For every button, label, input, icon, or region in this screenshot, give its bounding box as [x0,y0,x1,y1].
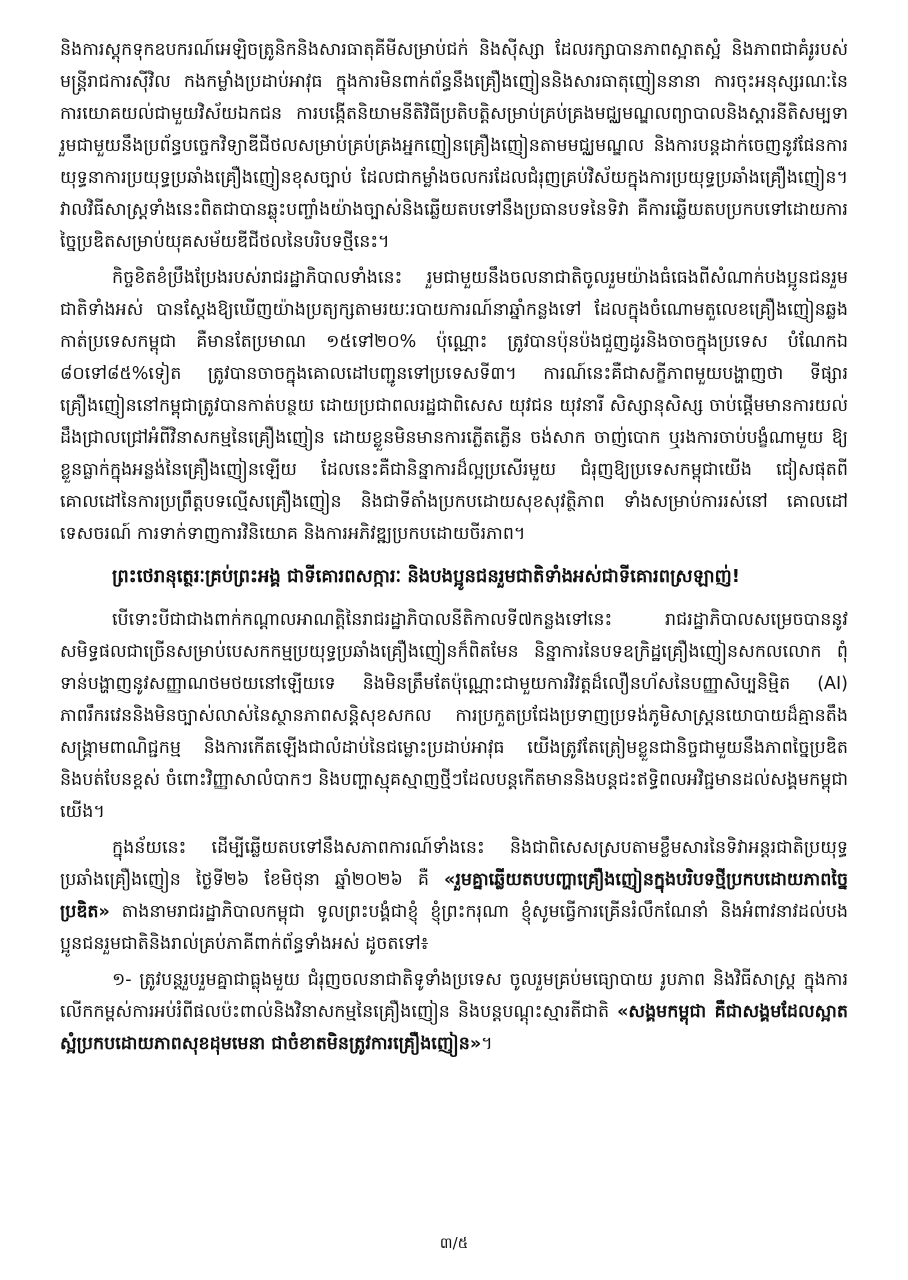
paragraph-4 [60,832,848,960]
paragraph-5-end: ។ [481,1034,493,1054]
paragraph-5 [60,964,848,1060]
salutation-heading: ព្រះថេរានុត្ថេរៈគ្រប់ព្រះអង្គ ជាទីគោរពសក្ការៈ និងបងប្អូនជនរួមជាតិទាំងអស់ជាទីគោរពស្រឡាញ់! [112,566,740,587]
paragraph-5-intro: ១- ត្រូវបន្តរួបរួមគ្នាជាធ្លុងមួយ ជំរុញចលនាជាតិទូទាំងប្រទេស ចូលរួមគ្រប់មធ្យោបាយ រូបភាព និងវិធីសាស្ត្រ ក្នុងការលើកកម្ពស់ការអប់រំពីផលប៉ះពាល់និងវិនាសកម្មនៃគ្រឿងញៀន និងបន្តបណ្តុះស្មារតីជាតិ [60,970,848,1022]
paragraph-5-slogan: «សង្គមកម្ពុជា គឺជាសង្គមដែលស្អាតស្អំប្រកបដោយភាពសុខដុមមេនា ជាចំខាតមិនត្រូវការគ្រឿងញៀន» [60,1002,848,1054]
paragraph-3: បើទោះបីជាជាងពាក់កណ្តាលអាណត្តិនៃរាជរដ្ឋាភិបាលនីតិកាលទី៧កន្លងទៅនេះ រាជរដ្ឋាភិបាលសម្រេចបាននូវសមិទ្ធផលជាច្រើនសម្រាប់បេសកកម្មប្រយុទ្ធប្រឆាំងគ្រឿងញៀនក៏ពិតមែន និន្នាការនៃបទឧក្រិដ្ឋគ្រឿងញៀនសកលលោក ពុំទាន់បង្ហាញនូវសញ្ញាណថមថយនៅឡើយទេ និងមិនត្រឹមតែប៉ុណ្ណោះជាមួយការវិវត្តដ៏លឿនហ័សនៃបញ្ញាសិប្បនិម្មិត (AI) ភាពរឹករវេននិងមិនច្បាស់លាស់នៃស្ថានភាពសន្តិសុខសកល ការប្រកួតប្រជែងប្រទាញប្រទង់ភូមិសាស្ត្រនយោបាយដ៏គ្មានតឹង សង្គ្រាមពាណិជ្ជកម្ម និងការកើតឡើងជាលំដាប់នៃជម្លោះប្រដាប់អាវុធ យើងត្រូវតែត្រៀមខ្លួនជានិច្ចជាមួយនឹងភាពច្នៃប្រឌិតនិងបត់បែនខ្ពស់ ចំពោះវិញ្ញាសាលំបាកៗ និងបញ្ហាស្មុគស្មាញថ្មីៗដែលបន្តកើតមាននិងបន្តជះឥទ្ធិពលអវិជ្ជមានដល់សង្គមកម្ពុជាយើង។ [60,610,848,822]
paragraph-4-intro: ក្នុងន័យនេះ ដើម្បីឆ្លើយតបទៅនឹងសភាពការណ៍ទាំងនេះ និងជាពិសេសស្របតាមខ្លឹមសារនៃទិវាអន្តរជាតិប្រយុទ្ធប្រឆាំងគ្រឿងញៀន ថ្ងៃទី២៦ ខែមិថុនា ឆ្នាំ២០២៦ គឺ [60,838,848,890]
paragraph-4-theme: «រួមគ្នាឆ្លើយតបបញ្ហាគ្រឿងញៀនក្នុងបរិបទថ្មីប្រកបដោយភាពច្នៃប្រឌិត» [60,870,848,922]
paragraph-1: និងការស្តុកទុកឧបករណ៍អេឡិចត្រូនិកនិងសារធាតុគីមីសម្រាប់ជក់ និងស៊ីស្សា ដែលរក្សាបានភាពស្អាតស្អំ និងភាពជាគំរូរបស់មន្ត្រីរាជការស៊ីវិល កងកម្លាំងប្រដាប់អាវុធ ក្នុងការមិនពាក់ព័ន្ធនឹងគ្រឿងញៀននិងសារធាតុញៀននានា ការចុះអនុស្សរណៈនៃការយោគយល់ជាមួយវិស័យឯកជន ការបង្កើតនិយាមនីតិវិធីប្រតិបត្តិសម្រាប់គ្រប់គ្រងមជ្ឈមណ្ឌលព្យាបាលនិងស្តារនីតិសម្បទា រួមជាមួយនឹងប្រព័ន្ធបច្ចេកវិទ្យាឌីជីថលសម្រាប់គ្រប់គ្រងអ្នកញៀនគ្រឿងញៀនតាមមជ្ឈមណ្ឌល និងការបន្តដាក់ចេញនូវផែនការយុទ្ធនាការប្រយុទ្ធប្រឆាំងគ្រឿងញៀនខុសច្បាប់ ដែលជាកម្លាំងចលករដែលជំរុញគ្រប់វិស័យក្នុងការប្រយុទ្ធប្រឆាំងគ្រឿងញៀន។ វាលវិធីសាស្ត្រទាំងនេះពិតជាបានឆ្លុះបញ្ចាំងយ៉ាងច្បាស់និងឆ្លើយតបទៅនឹងប្រធានបទនៃទិវា គឺការឆ្លើយតបប្រកបទៅដោយការច្នៃប្រឌិតសម្រាប់យុគសម័យឌីជីថលនៃបរិបទថ្មីនេះ។ [60,40,848,252]
paragraph-4-rest: តាងនាមរាជរដ្ឋាភិបាលកម្ពុជា ទូលព្រះបង្គំជាខ្ញុំ ខ្ញុំព្រះករុណា ខ្ញុំសូមធ្វើការគ្រើនរំលឹកណែនាំ និងអំពាវនាវដល់បងប្អូនជនរួមជាតិនិងរាល់គ្រប់ភាគីពាក់ព័ន្ធទាំងអស់ ដូចតទៅ៖ [60,902,848,954]
paragraph-2: កិច្ចខិតខំប្រឹងប្រែងរបស់រាជរដ្ឋាភិបាលទាំងនេះ រួមជាមួយនឹងចលនាជាតិចូលរួមយ៉ាងធំធេងពីសំណាក់បងប្អូនជនរួមជាតិទាំងអស់ បានស្តែងឱ្យឃើញយ៉ាងប្រត្យក្សតាមរយៈរបាយការណ៍នាឆ្នាំកន្លងទៅ ដែលក្នុងចំណោមតួលេខគ្រឿងញៀនឆ្លងកាត់ប្រទេសកម្ពុជា គឺមានតែប្រមាណ ១៥ទៅ២០% ប៉ុណ្ណោះ ត្រូវបានប៉ុនប៉ងជួញដូរនិងចាចក្នុងប្រទេស បំណែកឯ ៨០ទៅ៨៥%ទៀត ត្រូវបានចាចក្នុងគោលដៅបញ្ជូនទៅប្រទេសទី៣។ ការណ៍នេះគឺជាសក្ខីភាពមួយបង្ហាញថា ទីផ្សារគ្រឿងញៀននៅកម្ពុជាត្រូវបានកាត់បន្ថយ ដោយប្រជាពលរដ្ឋជាពិសេស យុវជន យុវនារី សិស្សានុសិស្ស ចាប់ផ្តើមមានការយល់ដឹងជ្រាលជ្រៅអំពីវិនាសកម្មនៃគ្រឿងញៀន ដោយខ្លួនមិនមានការភ្លើតភ្លើន ចង់សាក ចាញ់បោក ឬរងការចាប់បង្ខំណាមួយ ឱ្យខ្លួនធ្លាក់ក្នុងអន្លង់នៃគ្រឿងញៀនឡើយ ដែលនេះគឺជានិន្នាការដ៏ល្អប្រសើរមួយ ជំរុញឱ្យប្រទេសកម្ពុជាយើង ជៀសផុតពីគោលដៅនៃការប្រព្រឹត្តបទល្មើសគ្រឿងញៀន និងជាទីតាំងប្រកបដោយសុខសុវត្ថិភាព ទាំងសម្រាប់ការរស់នៅ គោលដៅទេសចរណ៍ ការទាក់ទាញការវិនិយោគ និងការអភិវឌ្ឍប្រកបដោយចីរភាព។ [60,268,848,544]
page-number: ៣/៥ [439,1234,469,1252]
